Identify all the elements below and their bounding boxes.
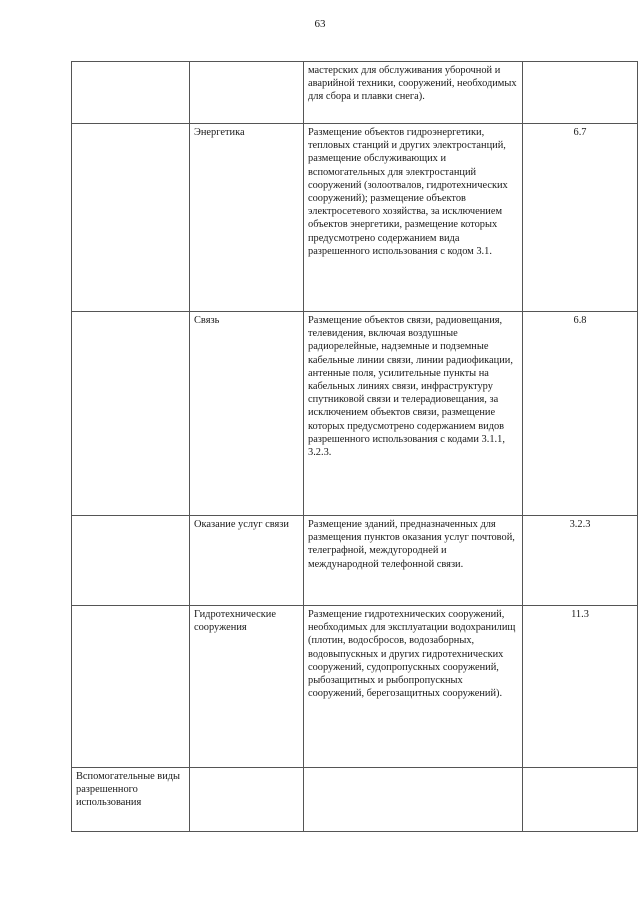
use-code-cell: 6.7 [523,124,638,312]
use-code-cell: 3.2.3 [523,516,638,606]
zone-cell [72,516,190,606]
use-description-cell: Размещение гидротехнических сооружений, необходимых для эксплуатации водохранилищ (плотин, водосбросов, водозаборных, водовыпускных и других гидротехнических сооружений, судопропускных сооружений, рыбозащитных и рыбопропускных сооружений, берегозащитных сооружений). [304,606,523,768]
zone-cell [72,312,190,516]
table-row [72,312,638,516]
use-code-cell: 11.3 [523,606,638,768]
use-description-cell: Размещение объектов связи, радиовещания, телевидения, включая воздушные радиорелейные, надземные и подземные кабельные линии связи, линии радиофикации, антенные поля, усилительные пункты на кабельных линиях связи, инфраструктуру спутниковой связи и телерадиовещания, за исключением объектов связи, размещение которых предусмотрено содержанием видов разрешенного использования с кодами 3.1.1, 3.2.3. [304,312,523,516]
zone-cell: Вспомогательные виды разрешенного использования [72,768,190,832]
zone-cell [72,62,190,124]
table-row [72,768,638,832]
use-description-cell: Размещение зданий, предназначенных для размещения пунктов оказания услуг почтовой, телеграфной, междугородней и международной телефонной связи. [304,516,523,606]
land-use-table [71,61,638,832]
table-row [72,606,638,768]
use-code-cell: 6.8 [523,312,638,516]
use-name-cell: Связь [190,312,304,516]
use-name-cell: Оказание услуг связи [190,516,304,606]
use-name-cell: Гидротехнические сооружения [190,606,304,768]
zone-cell [72,606,190,768]
table-row [72,124,638,312]
page-number: 63 [314,18,326,30]
table-row [72,516,638,606]
use-description-cell: мастерских для обслуживания уборочной и аварийной техники, сооружений, необходимых для сбора и плавки снега). [304,62,523,124]
use-name-cell [190,768,304,832]
use-code-cell [523,62,638,124]
zone-cell [72,124,190,312]
table-row [72,62,638,124]
use-name-cell [190,62,304,124]
use-description-cell: Размещение объектов гидроэнергетики, тепловых станций и других электростанций, размещение обслуживающих и вспомогательных для электростанций сооружений (золоотвалов, гидротехнических сооружений); размещение объектов электросетевого хозяйства, за исключением объектов энергетики, размещение которых предусмотрено содержанием вида разрешенного использования с кодом 3.1. [304,124,523,312]
use-name-cell: Энергетика [190,124,304,312]
use-description-cell [304,768,523,832]
use-code-cell [523,768,638,832]
